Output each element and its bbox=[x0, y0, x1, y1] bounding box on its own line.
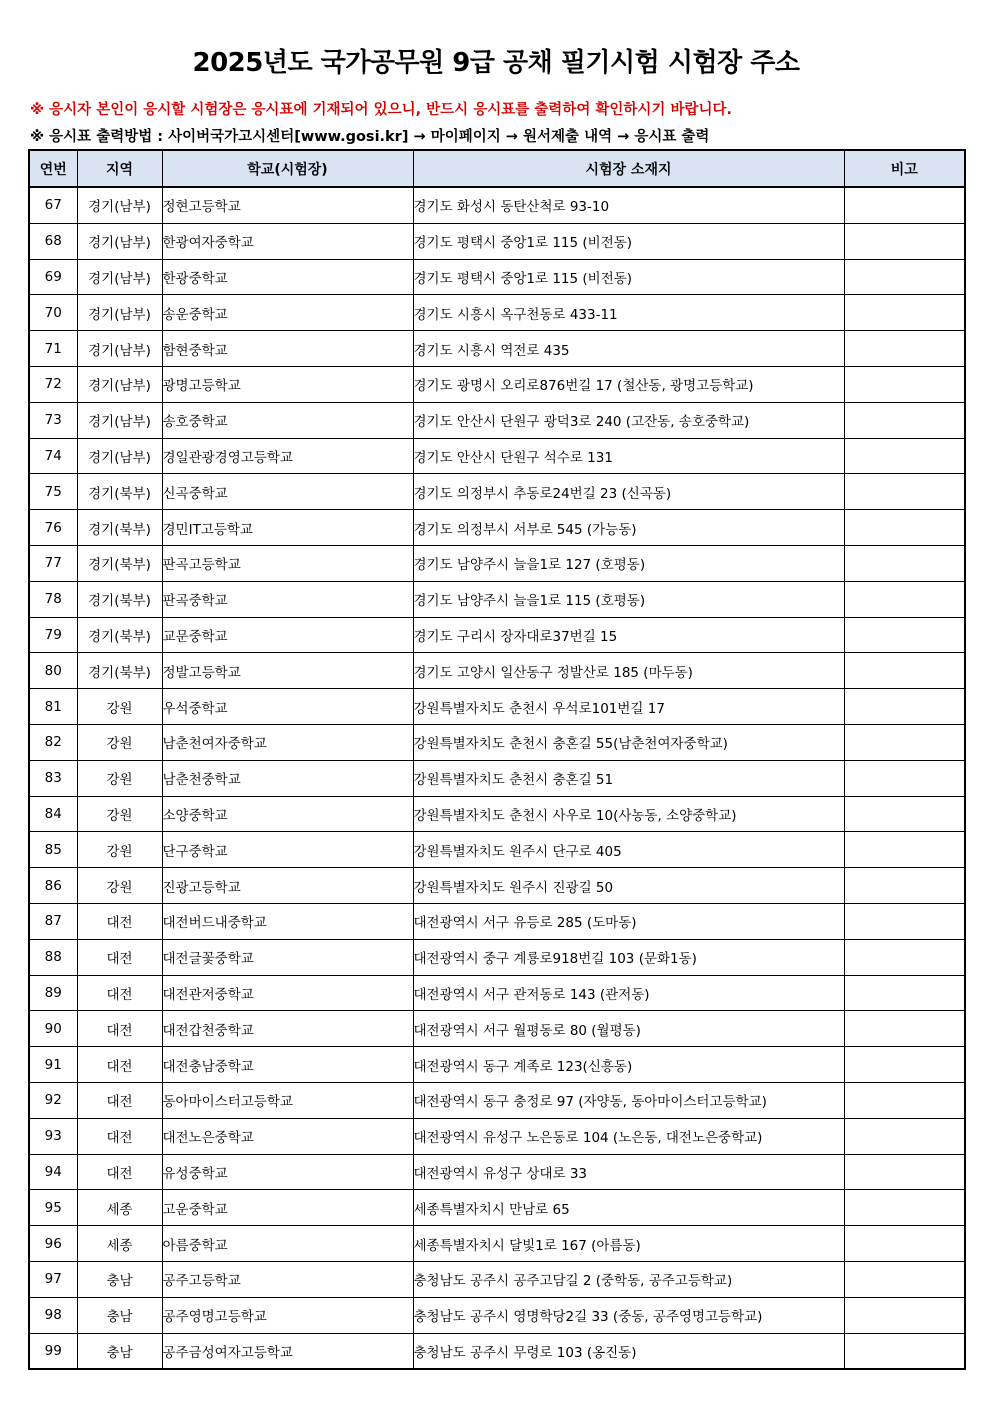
row-address: 경기도 의정부시 추동로24번길 23 (신곡동) bbox=[413, 474, 844, 510]
row-number: 95 bbox=[29, 1190, 77, 1226]
row-number: 83 bbox=[29, 760, 77, 796]
row-remarks bbox=[844, 832, 965, 868]
row-number: 69 bbox=[29, 259, 77, 295]
table-row bbox=[29, 1154, 965, 1190]
row-region: 대전 bbox=[77, 1082, 162, 1118]
table-row bbox=[29, 259, 965, 295]
table-row bbox=[29, 402, 965, 438]
row-address: 경기도 구리시 장자대로37번길 15 bbox=[413, 617, 844, 653]
row-school: 동아마이스터고등학교 bbox=[162, 1082, 413, 1118]
row-school: 남춘천여자중학교 bbox=[162, 724, 413, 760]
row-remarks bbox=[844, 581, 965, 617]
row-number: 96 bbox=[29, 1226, 77, 1262]
row-region: 경기(북부) bbox=[77, 545, 162, 581]
row-region: 세종 bbox=[77, 1226, 162, 1262]
row-school: 아름중학교 bbox=[162, 1226, 413, 1262]
row-number: 81 bbox=[29, 689, 77, 725]
row-region: 경기(북부) bbox=[77, 474, 162, 510]
row-region: 충남 bbox=[77, 1297, 162, 1333]
table-row bbox=[29, 939, 965, 975]
table-header-row bbox=[29, 150, 965, 187]
row-remarks bbox=[844, 689, 965, 725]
exam-site-table bbox=[28, 149, 966, 1370]
row-school: 교문중학교 bbox=[162, 617, 413, 653]
row-address: 경기도 시흥시 옥구천동로 433-11 bbox=[413, 295, 844, 331]
table-row bbox=[29, 1118, 965, 1154]
row-address: 충청남도 공주시 공주고담길 2 (중학동, 공주고등학교) bbox=[413, 1261, 844, 1297]
row-region: 경기(남부) bbox=[77, 223, 162, 259]
row-remarks bbox=[844, 295, 965, 331]
row-address: 강원특별자치도 원주시 진광길 50 bbox=[413, 868, 844, 904]
row-school: 대전노은중학교 bbox=[162, 1118, 413, 1154]
row-remarks bbox=[844, 510, 965, 546]
row-number: 75 bbox=[29, 474, 77, 510]
row-remarks bbox=[844, 545, 965, 581]
print-method-text: ※ 응시표 출력방법 : 사이버국가고시센터[www.gosi.kr] → 마이페이지 → 원서제출 내역 → 응시표 출력 bbox=[30, 129, 710, 145]
row-school: 정발고등학교 bbox=[162, 653, 413, 689]
row-address: 세종특별자치시 만남로 65 bbox=[413, 1190, 844, 1226]
row-school: 신곡중학교 bbox=[162, 474, 413, 510]
row-address: 대전광역시 중구 계룡로918번길 103 (문화1동) bbox=[413, 939, 844, 975]
table-row bbox=[29, 903, 965, 939]
table-row bbox=[29, 187, 965, 223]
row-school: 공주고등학교 bbox=[162, 1261, 413, 1297]
row-region: 대전 bbox=[77, 1154, 162, 1190]
row-school: 정현고등학교 bbox=[162, 187, 413, 223]
row-address: 경기도 평택시 중앙1로 115 (비전동) bbox=[413, 259, 844, 295]
row-address: 세종특별자치시 달빛1로 167 (아름동) bbox=[413, 1226, 844, 1262]
row-address: 강원특별자치도 춘천시 충혼길 55(남춘천여자중학교) bbox=[413, 724, 844, 760]
row-number: 92 bbox=[29, 1082, 77, 1118]
row-region: 대전 bbox=[77, 1011, 162, 1047]
table-row bbox=[29, 868, 965, 904]
row-remarks bbox=[844, 259, 965, 295]
row-school: 송운중학교 bbox=[162, 295, 413, 331]
row-school: 대전갑천중학교 bbox=[162, 1011, 413, 1047]
row-remarks bbox=[844, 903, 965, 939]
row-region: 경기(북부) bbox=[77, 510, 162, 546]
row-number: 86 bbox=[29, 868, 77, 904]
table-row bbox=[29, 796, 965, 832]
row-address: 경기도 고양시 일산동구 정발산로 185 (마두동) bbox=[413, 653, 844, 689]
table-row bbox=[29, 223, 965, 259]
row-school: 진광고등학교 bbox=[162, 868, 413, 904]
table-row bbox=[29, 331, 965, 367]
row-number: 73 bbox=[29, 402, 77, 438]
row-remarks bbox=[844, 331, 965, 367]
row-number: 77 bbox=[29, 545, 77, 581]
page-title: 2025년도 국가공무원 9급 공채 필기시험 시험장 주소 bbox=[192, 48, 800, 78]
row-school: 한광여자중학교 bbox=[162, 223, 413, 259]
row-address: 경기도 남양주시 늘을1로 115 (호평동) bbox=[413, 581, 844, 617]
row-number: 97 bbox=[29, 1261, 77, 1297]
table-row bbox=[29, 1011, 965, 1047]
row-school: 경일관광경영고등학교 bbox=[162, 438, 413, 474]
row-remarks bbox=[844, 1333, 965, 1369]
row-number: 67 bbox=[29, 187, 77, 223]
row-school: 공주금성여자고등학교 bbox=[162, 1333, 413, 1369]
row-region: 강원 bbox=[77, 724, 162, 760]
row-remarks bbox=[844, 438, 965, 474]
row-address: 충청남도 공주시 무령로 103 (옹진동) bbox=[413, 1333, 844, 1369]
table-body bbox=[29, 187, 965, 1369]
row-region: 경기(남부) bbox=[77, 331, 162, 367]
row-remarks bbox=[844, 402, 965, 438]
row-address: 경기도 남양주시 늘을1로 127 (호평동) bbox=[413, 545, 844, 581]
row-remarks bbox=[844, 617, 965, 653]
header-region: 지역 bbox=[77, 150, 162, 187]
table-row bbox=[29, 724, 965, 760]
row-remarks bbox=[844, 796, 965, 832]
row-remarks bbox=[844, 868, 965, 904]
row-remarks bbox=[844, 1082, 965, 1118]
table-row bbox=[29, 474, 965, 510]
header-address: 시험장 소재지 bbox=[413, 150, 844, 187]
table-row bbox=[29, 1047, 965, 1083]
header-number: 연번 bbox=[29, 150, 77, 187]
row-school: 대전충남중학교 bbox=[162, 1047, 413, 1083]
row-number: 71 bbox=[29, 331, 77, 367]
row-number: 89 bbox=[29, 975, 77, 1011]
table-row bbox=[29, 1297, 965, 1333]
table-row bbox=[29, 832, 965, 868]
row-school: 경민IT고등학교 bbox=[162, 510, 413, 546]
row-school: 소양중학교 bbox=[162, 796, 413, 832]
row-address: 대전광역시 서구 월평동로 80 (월평동) bbox=[413, 1011, 844, 1047]
row-number: 85 bbox=[29, 832, 77, 868]
row-school: 판곡고등학교 bbox=[162, 545, 413, 581]
row-school: 대전글꽃중학교 bbox=[162, 939, 413, 975]
row-region: 경기(북부) bbox=[77, 617, 162, 653]
header-school: 학교(시험장) bbox=[162, 150, 413, 187]
row-school: 함현중학교 bbox=[162, 331, 413, 367]
row-region: 경기(남부) bbox=[77, 366, 162, 402]
row-remarks bbox=[844, 975, 965, 1011]
row-region: 대전 bbox=[77, 939, 162, 975]
row-number: 84 bbox=[29, 796, 77, 832]
row-number: 82 bbox=[29, 724, 77, 760]
table-row bbox=[29, 545, 965, 581]
row-school: 한광중학교 bbox=[162, 259, 413, 295]
row-region: 경기(남부) bbox=[77, 259, 162, 295]
row-region: 대전 bbox=[77, 1047, 162, 1083]
row-school: 송호중학교 bbox=[162, 402, 413, 438]
row-school: 판곡중학교 bbox=[162, 581, 413, 617]
row-remarks bbox=[844, 1190, 965, 1226]
row-school: 남춘천중학교 bbox=[162, 760, 413, 796]
row-address: 경기도 평택시 중앙1로 115 (비전동) bbox=[413, 223, 844, 259]
row-address: 대전광역시 동구 충정로 97 (자양동, 동아마이스터고등학교) bbox=[413, 1082, 844, 1118]
row-region: 경기(북부) bbox=[77, 581, 162, 617]
row-number: 91 bbox=[29, 1047, 77, 1083]
row-address: 강원특별자치도 춘천시 충혼길 51 bbox=[413, 760, 844, 796]
row-number: 88 bbox=[29, 939, 77, 975]
row-region: 경기(북부) bbox=[77, 653, 162, 689]
row-school: 우석중학교 bbox=[162, 689, 413, 725]
row-region: 강원 bbox=[77, 868, 162, 904]
row-address: 강원특별자치도 원주시 단구로 405 bbox=[413, 832, 844, 868]
row-address: 경기도 광명시 오리로876번길 17 (철산동, 광명고등학교) bbox=[413, 366, 844, 402]
row-address: 경기도 시흥시 역전로 435 bbox=[413, 331, 844, 367]
row-remarks bbox=[844, 1118, 965, 1154]
row-region: 경기(남부) bbox=[77, 438, 162, 474]
row-region: 대전 bbox=[77, 1118, 162, 1154]
row-number: 68 bbox=[29, 223, 77, 259]
row-region: 충남 bbox=[77, 1333, 162, 1369]
row-number: 94 bbox=[29, 1154, 77, 1190]
row-remarks bbox=[844, 760, 965, 796]
table-row bbox=[29, 581, 965, 617]
row-remarks bbox=[844, 939, 965, 975]
row-region: 대전 bbox=[77, 903, 162, 939]
table-row bbox=[29, 760, 965, 796]
row-remarks bbox=[844, 1297, 965, 1333]
header-remarks: 비고 bbox=[844, 150, 965, 187]
table-row bbox=[29, 975, 965, 1011]
row-remarks bbox=[844, 1261, 965, 1297]
row-school: 고운중학교 bbox=[162, 1190, 413, 1226]
row-region: 강원 bbox=[77, 796, 162, 832]
row-address: 경기도 안산시 단원구 광덕3로 240 (고잔동, 송호중학교) bbox=[413, 402, 844, 438]
row-number: 70 bbox=[29, 295, 77, 331]
row-address: 대전광역시 서구 유등로 285 (도마동) bbox=[413, 903, 844, 939]
row-number: 98 bbox=[29, 1297, 77, 1333]
table-row bbox=[29, 689, 965, 725]
row-number: 80 bbox=[29, 653, 77, 689]
table-row bbox=[29, 295, 965, 331]
row-address: 충청남도 공주시 영명학당2길 33 (중동, 공주영명고등학교) bbox=[413, 1297, 844, 1333]
row-school: 공주영명고등학교 bbox=[162, 1297, 413, 1333]
table-row bbox=[29, 1333, 965, 1369]
table-row bbox=[29, 366, 965, 402]
row-remarks bbox=[844, 223, 965, 259]
row-remarks bbox=[844, 366, 965, 402]
row-address: 경기도 안산시 단원구 석수로 131 bbox=[413, 438, 844, 474]
row-remarks bbox=[844, 1047, 965, 1083]
row-address: 경기도 화성시 동탄산척로 93-10 bbox=[413, 187, 844, 223]
table-row bbox=[29, 1226, 965, 1262]
table-row bbox=[29, 653, 965, 689]
row-region: 충남 bbox=[77, 1261, 162, 1297]
table-row bbox=[29, 1082, 965, 1118]
row-number: 72 bbox=[29, 366, 77, 402]
row-address: 경기도 의정부시 서부로 545 (가능동) bbox=[413, 510, 844, 546]
row-number: 87 bbox=[29, 903, 77, 939]
row-address: 강원특별자치도 춘천시 우석로101번길 17 bbox=[413, 689, 844, 725]
row-number: 78 bbox=[29, 581, 77, 617]
row-region: 강원 bbox=[77, 760, 162, 796]
table-row bbox=[29, 438, 965, 474]
row-school: 대전관저중학교 bbox=[162, 975, 413, 1011]
row-number: 76 bbox=[29, 510, 77, 546]
row-remarks bbox=[844, 1011, 965, 1047]
notice-text: ※ 응시자 본인이 응시할 시험장은 응시표에 기재되어 있으니, 반드시 응시표를 출력하여 확인하시기 바랍니다. bbox=[30, 102, 732, 118]
row-number: 74 bbox=[29, 438, 77, 474]
row-number: 90 bbox=[29, 1011, 77, 1047]
row-region: 대전 bbox=[77, 975, 162, 1011]
row-address: 대전광역시 유성구 노은동로 104 (노은동, 대전노은중학교) bbox=[413, 1118, 844, 1154]
row-remarks bbox=[844, 653, 965, 689]
row-number: 79 bbox=[29, 617, 77, 653]
row-address: 대전광역시 유성구 상대로 33 bbox=[413, 1154, 844, 1190]
table-row bbox=[29, 1190, 965, 1226]
table-row bbox=[29, 1261, 965, 1297]
table-row bbox=[29, 510, 965, 546]
row-region: 강원 bbox=[77, 832, 162, 868]
row-region: 세종 bbox=[77, 1190, 162, 1226]
row-address: 대전광역시 동구 계족로 123(신흥동) bbox=[413, 1047, 844, 1083]
row-remarks bbox=[844, 1226, 965, 1262]
row-region: 강원 bbox=[77, 689, 162, 725]
row-number: 93 bbox=[29, 1118, 77, 1154]
row-address: 대전광역시 서구 관저동로 143 (관저동) bbox=[413, 975, 844, 1011]
row-remarks bbox=[844, 1154, 965, 1190]
row-school: 대전버드내중학교 bbox=[162, 903, 413, 939]
row-remarks bbox=[844, 474, 965, 510]
row-number: 99 bbox=[29, 1333, 77, 1369]
row-school: 광명고등학교 bbox=[162, 366, 413, 402]
row-remarks bbox=[844, 724, 965, 760]
row-school: 단구중학교 bbox=[162, 832, 413, 868]
row-address: 강원특별자치도 춘천시 사우로 10(사농동, 소양중학교) bbox=[413, 796, 844, 832]
row-region: 경기(남부) bbox=[77, 187, 162, 223]
row-school: 유성중학교 bbox=[162, 1154, 413, 1190]
row-remarks bbox=[844, 187, 965, 223]
row-region: 경기(남부) bbox=[77, 402, 162, 438]
row-region: 경기(남부) bbox=[77, 295, 162, 331]
table-row bbox=[29, 617, 965, 653]
